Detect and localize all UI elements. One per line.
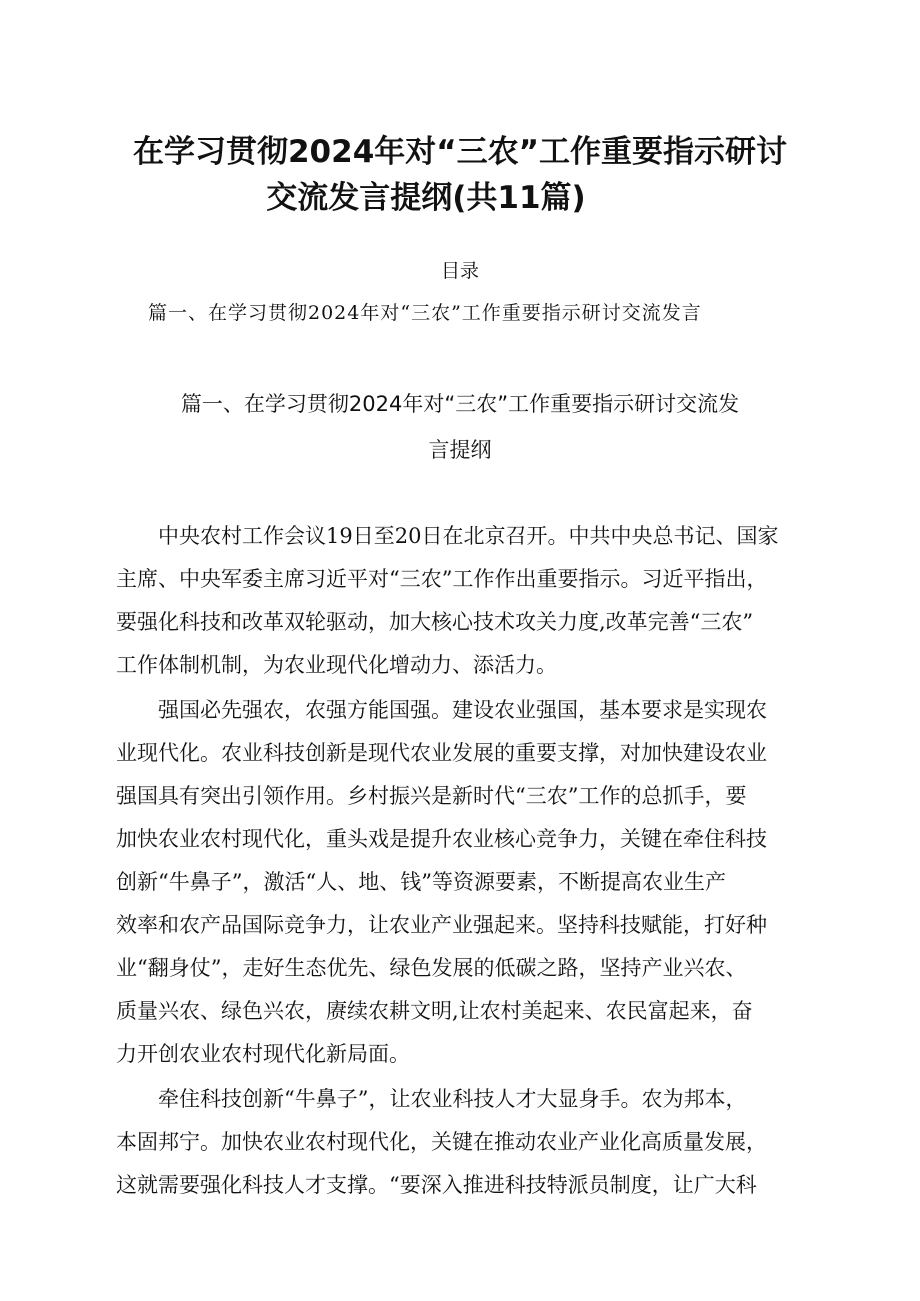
section-title-line-1: 篇一、在学习贯彻2024年对“三农”工作重要指示研讨交流发 <box>180 392 740 416</box>
paragraph-line: 要强化科技和改革双轮驱动，加大核心技术攻关力度,改革完善“三农” <box>116 610 754 634</box>
paragraph-line: 力开创农业农村现代化新局面。 <box>116 1042 410 1066</box>
document-title-line-2: 交流发言提纲(共11篇) <box>266 180 586 216</box>
paragraph-line: 主席、中央军委主席习近平对“三农”工作作出重要指示。习近平指出， <box>116 567 768 591</box>
paragraph-line: 创新“牛鼻子”，激活“人、地、钱”等资源要素，不断提高农业生产 <box>116 870 726 894</box>
paragraph-3 <box>116 1078 828 1207</box>
paragraph-line: 强国必先强农，农强方能国强。建设农业强国，基本要求是实现农 <box>116 698 767 722</box>
paragraph-line: 加快农业农村现代化，重头戏是提升农业核心竞争力，关键在牵住科技 <box>116 827 767 851</box>
paragraph-line: 牵住科技创新“牛鼻子”，让农业科技人才大显身手。农为邦本， <box>116 1087 747 1111</box>
paragraph-1 <box>116 515 828 687</box>
paragraph-line: 这就需要强化科技人才支撑。“要深入推进科技特派员制度，让广大科 <box>116 1173 757 1197</box>
paragraph-line: 强国具有突出引领作用。乡村振兴是新时代“三农”工作的总抓手，要 <box>116 784 747 808</box>
paragraph-line: 工作体制机制，为农业现代化增动力、添活力。 <box>116 653 557 677</box>
paragraph-line: 业现代化。农业科技创新是现代农业发展的重要支撑，对加快建设农业 <box>116 741 767 765</box>
toc-item-1[interactable]: 篇一、在学习贯彻2024年对“三农”工作重要指示研讨交流发言 <box>148 302 702 324</box>
paragraph-line: 中央农村工作会议19日至20日在北京召开。中共中央总书记、国家 <box>116 524 779 548</box>
paragraph-line: 本固邦宁。加快农业农村现代化，关键在推动农业产业化高质量发展， <box>116 1130 767 1154</box>
paragraph-line: 业“翻身仗”，走好生态优先、绿色发展的低碳之路，坚持产业兴农、 <box>116 956 747 980</box>
paragraph-line: 效率和农产品国际竞争力，让农业产业强起来。坚持科技赋能，打好种 <box>116 913 767 937</box>
paragraph-2 <box>116 689 828 1076</box>
document-title-line-1: 在学习贯彻2024年对“三农”工作重要指示研讨 <box>132 134 788 170</box>
section-title-line-2: 言提纲 <box>428 438 492 462</box>
toc-heading: 目录 <box>440 260 479 282</box>
paragraph-line: 质量兴农、绿色兴农，赓续农耕文明,让农村美起来、农民富起来，奋 <box>116 999 753 1023</box>
